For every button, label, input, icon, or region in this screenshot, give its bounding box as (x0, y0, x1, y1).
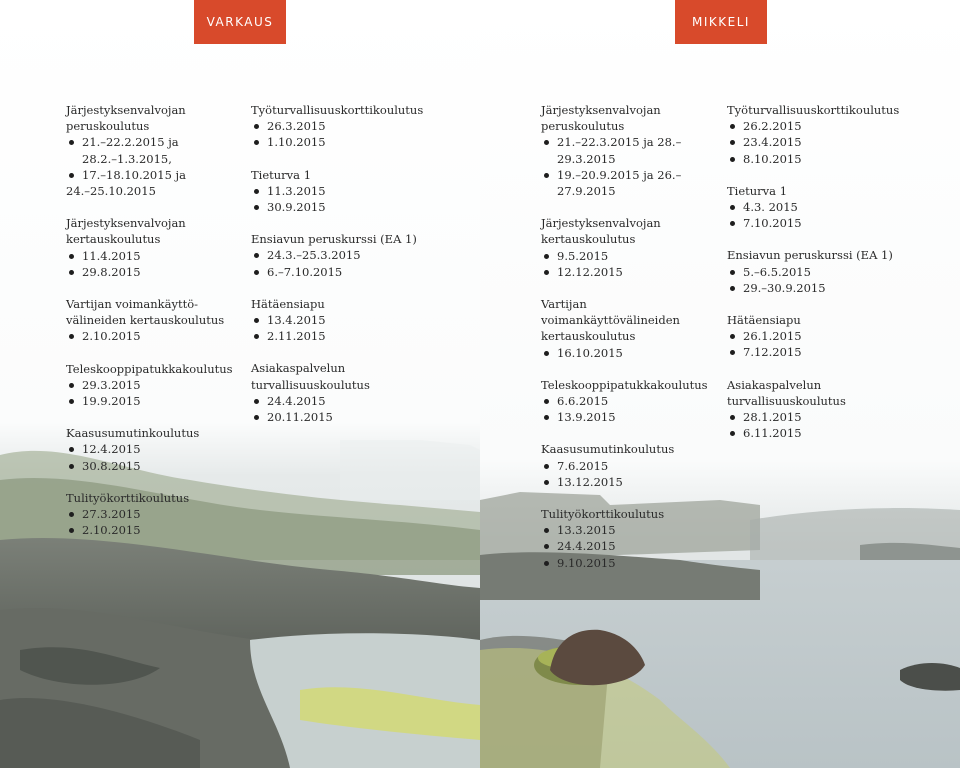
course-section (251, 360, 451, 425)
date-list (66, 134, 236, 199)
course-date: 9.10.2015 (541, 555, 716, 571)
course-date: 6.11.2015 (727, 425, 927, 441)
course-date: 8.10.2015 (727, 151, 927, 167)
course-title: Hätäensiapu (727, 313, 801, 328)
course-date: 26.1.2015 (727, 328, 927, 344)
course-date: 12.12.2015 (541, 264, 716, 280)
course-date: 9.5.2015 (541, 248, 716, 264)
course-title: Työturvallisuuskorttikoulutus (727, 103, 900, 117)
course-title: Työturvallisuuskorttikoulutus (251, 103, 424, 117)
course-date: 4.3. 2015 (727, 199, 927, 215)
location-tag-varkaus: VARKAUS (194, 0, 286, 44)
date-list (66, 328, 236, 344)
course-date: 24.4.2015 (251, 393, 451, 409)
course-date: 2.11.2015 (251, 328, 451, 344)
course-title: Hätäensiapu (251, 296, 325, 311)
date-list (541, 522, 716, 571)
course-date: 30.8.2015 (66, 458, 236, 474)
course-date: 11.3.2015 (251, 183, 451, 199)
course-date: 19.9.2015 (66, 393, 236, 409)
date-list (541, 458, 716, 490)
course-section (727, 247, 927, 296)
course-date: 5.–6.5.2015 (727, 264, 927, 280)
course-date: 17.–18.10.2015 ja (66, 167, 236, 183)
course-section (541, 296, 716, 361)
date-list (727, 328, 927, 360)
course-section (541, 215, 716, 280)
course-title: Asiakaspalvelun turvallisuuskoulutus (727, 377, 846, 408)
course-section (251, 296, 451, 345)
date-list (727, 199, 927, 231)
course-title: Tulityökorttikoulutus (541, 507, 665, 522)
course-date: 13.12.2015 (541, 474, 716, 490)
course-section (66, 490, 236, 539)
course-section (541, 377, 716, 426)
course-date: 21.–22.3.2015 ja 28.–29.3.2015 (541, 134, 716, 166)
course-section (727, 377, 927, 442)
course-section (66, 296, 236, 345)
course-date: 7.12.2015 (727, 344, 927, 360)
course-date: 16.10.2015 (541, 345, 716, 361)
course-title: Järjestyksenvalvojan peruskoulutus (541, 103, 661, 134)
date-list (66, 506, 236, 538)
course-date: 23.4.2015 (727, 134, 927, 150)
date-list (66, 248, 236, 280)
date-list (727, 264, 927, 296)
course-date: 29.8.2015 (66, 264, 236, 280)
course-date: 28.2.–1.3.2015, (82, 151, 172, 166)
course-date: 19.–20.9.2015 ja 26.–27.9.2015 (541, 167, 716, 199)
date-list (541, 345, 716, 361)
course-date: 2.10.2015 (66, 522, 236, 538)
course-title: Järjestyksenvalvojan peruskoulutus (66, 103, 186, 134)
course-title: Asiakaspalvelun turvallisuuskoulutus (251, 361, 370, 392)
date-list (251, 118, 451, 150)
course-date: 13.4.2015 (251, 312, 451, 328)
date-list (541, 393, 716, 425)
date-list (251, 183, 451, 215)
course-date: 7.6.2015 (541, 458, 716, 474)
course-date: 29.3.2015 (66, 377, 236, 393)
course-title: Teleskooppipatukkakoulutus (541, 377, 708, 392)
date-list (251, 247, 451, 279)
course-date: 11.4.2015 (66, 248, 236, 264)
course-title: Ensiavun peruskurssi (EA 1) (727, 248, 893, 263)
course-date: 28.1.2015 (727, 409, 927, 425)
course-date: 30.9.2015 (251, 199, 451, 215)
date-list (541, 248, 716, 280)
date-list (251, 312, 451, 344)
course-date: 12.4.2015 (66, 441, 236, 457)
course-section (727, 312, 927, 361)
course-title: Vartijan voimankäyttövälineiden kertauskoulutus (541, 297, 680, 344)
course-title: Tieturva 1 (251, 167, 312, 182)
date-list (66, 441, 236, 473)
left-column-2 (251, 102, 451, 441)
course-title: Ensiavun peruskurssi (EA 1) (251, 232, 417, 247)
course-title: Järjestyksenvalvojan kertauskoulutus (66, 216, 186, 247)
course-date: 26.3.2015 (251, 118, 451, 134)
course-date: 29.–30.9.2015 (727, 280, 927, 296)
course-title: Kaasusumutinkoulutus (66, 426, 200, 441)
date-list (541, 134, 716, 199)
right-page (480, 0, 960, 768)
course-date: 24.3.–25.3.2015 (251, 247, 451, 263)
course-date: 26.2.2015 (727, 118, 927, 134)
course-section (251, 102, 451, 151)
course-date: 1.10.2015 (251, 134, 451, 150)
right-column-1 (541, 102, 716, 587)
course-date: 24.4.2015 (541, 538, 716, 554)
course-title: Teleskooppipatukkakoulutus (66, 361, 233, 376)
date-list (251, 393, 451, 425)
course-title: Järjestyksenvalvojan kertauskoulutus (541, 216, 661, 247)
right-column-2 (727, 102, 927, 457)
course-title: Tulityökorttikoulutus (66, 490, 190, 505)
course-date: 6.–7.10.2015 (251, 264, 451, 280)
course-title: Kaasusumutinkoulutus (541, 442, 675, 457)
course-section (727, 102, 927, 167)
course-section (541, 441, 716, 490)
course-date: 2.10.2015 (66, 328, 236, 344)
course-section (541, 506, 716, 571)
course-section (251, 167, 451, 216)
course-section (251, 231, 451, 280)
course-section (541, 102, 716, 199)
date-list (727, 409, 927, 441)
course-section (727, 183, 927, 232)
course-title: Tieturva 1 (727, 183, 788, 198)
date-list (727, 118, 927, 167)
date-list (66, 377, 236, 409)
course-date: 20.11.2015 (251, 409, 451, 425)
course-date: 24.–25.10.2015 (66, 184, 156, 199)
course-date: 21.–22.2.2015 ja (66, 134, 236, 150)
left-column-1 (66, 102, 236, 554)
course-date: 6.6.2015 (541, 393, 716, 409)
course-section (66, 361, 236, 410)
course-title: Vartijan voimankäyttö-välineiden kertauskoulutus (66, 297, 225, 328)
course-date: 13.9.2015 (541, 409, 716, 425)
course-section (66, 102, 236, 199)
course-date: 27.3.2015 (66, 506, 236, 522)
course-section (66, 215, 236, 280)
course-date: 7.10.2015 (727, 215, 927, 231)
location-tag-mikkeli: MIKKELI (675, 0, 767, 44)
course-section (66, 425, 236, 474)
course-date: 13.3.2015 (541, 522, 716, 538)
